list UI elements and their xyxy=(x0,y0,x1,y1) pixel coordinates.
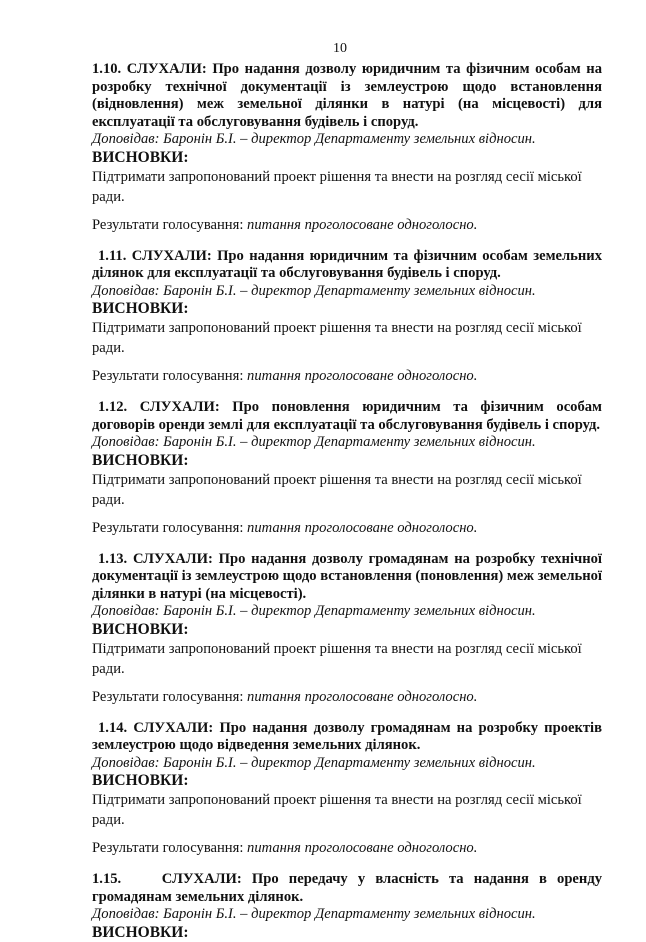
agenda-item-heading xyxy=(92,61,602,131)
item-subject: Про надання юридичним та фізичним особам земельних ділянок для експлуатації та обслуговування будівель і споруд. xyxy=(92,247,603,281)
item-subject: Про надання дозволу громадянам на розробку технічної документації із землеустрою щодо встановлення (поновлення) меж земельної ділянки в натурі (на місцевості). xyxy=(92,550,602,602)
protocol-content xyxy=(92,61,602,942)
vote-result: питання проголосоване одноголосно. xyxy=(247,840,478,856)
decision-text: Підтримати запропонований проект рішення та внести на розгляд сесії міської ради. xyxy=(92,471,582,508)
agenda-item-heading xyxy=(92,248,602,283)
decision-text: Підтримати запропонований проект рішення та внести на розгляд сесії міської ради. xyxy=(92,168,582,205)
vote-line xyxy=(92,215,602,235)
vote-line xyxy=(92,518,602,538)
reporter-line: Доповідав: Баронін Б.І. – директор Департаменту земельних відносин. xyxy=(92,754,536,771)
agenda-item-1-13 xyxy=(92,551,602,707)
item-number: 1.10. xyxy=(92,61,122,77)
reporter-line: Доповідав: Баронін Б.І. – директор Департаменту земельних відносин. xyxy=(92,131,536,147)
item-number: 1.14. xyxy=(98,719,128,736)
conclusions-label: ВИСНОВКИ: xyxy=(92,300,189,317)
heard-label: СЛУХАЛИ: xyxy=(133,719,214,736)
vote-label: Результати голосування: xyxy=(92,216,244,233)
reporter-line: Доповідав: Баронін Б.І. – директор Департаменту земельних відносин. xyxy=(92,282,536,299)
vote-result: питання проголосоване одноголосно. xyxy=(247,688,478,705)
item-number: 1.15. xyxy=(92,871,122,887)
conclusions-label: ВИСНОВКИ: xyxy=(92,451,189,469)
item-subject: Про надання дозволу громадянам на розробку проектів землеустрою щодо відведення земельних ділянок. xyxy=(92,719,602,753)
vote-line xyxy=(92,687,602,707)
agenda-item-heading xyxy=(92,399,602,434)
reporter-line: Доповідав: Баронін Б.І. – директор Департаменту земельних відносин. xyxy=(92,603,536,619)
decision-text: Підтримати запропонований проект рішення та внести на розгляд сесії міської ради. xyxy=(92,320,582,356)
conclusions-label: ВИСНОВКИ: xyxy=(92,923,189,941)
page-number: 10 xyxy=(333,41,347,56)
reporter-line: Доповідав: Баронін Б.І. – директор Департаменту земельних відносин. xyxy=(92,434,536,450)
agenda-item-heading xyxy=(92,720,602,755)
heard-label: СЛУХАЛИ: xyxy=(132,550,213,567)
vote-label: Результати голосування: xyxy=(92,519,244,536)
vote-label: Результати голосування: xyxy=(92,688,244,705)
heard-label: СЛУХАЛИ: xyxy=(131,247,212,264)
decision-text: Підтримати запропонований проект рішення та внести на розгляд сесії міської ради. xyxy=(92,640,582,677)
agenda-item-1-10 xyxy=(92,61,602,235)
heard-label: СЛУХАЛИ: xyxy=(126,61,207,77)
agenda-item-heading xyxy=(92,551,602,604)
heard-label: СЛУХАЛИ: xyxy=(161,871,242,887)
conclusions-label: ВИСНОВКИ: xyxy=(92,620,189,638)
vote-result: питання проголосоване одноголосно. xyxy=(247,519,478,536)
item-subject: Про передачу у власність та надання в оренду громадянам земельних ділянок. xyxy=(92,871,602,905)
agenda-item-1-11 xyxy=(92,248,602,387)
vote-label: Результати голосування: xyxy=(92,368,244,384)
vote-line xyxy=(92,366,602,386)
agenda-item-heading xyxy=(92,871,602,906)
vote-result: питання проголосоване одноголосно. xyxy=(247,368,478,384)
reporter-line: Доповідав: Баронін Б.І. – директор Департаменту земельних відносин. xyxy=(92,906,536,922)
vote-line xyxy=(92,838,602,858)
item-number: 1.13. xyxy=(98,550,128,567)
conclusions-label: ВИСНОВКИ: xyxy=(92,148,189,166)
item-number: 1.11. xyxy=(98,247,127,264)
item-subject: Про поновлення юридичним та фізичним особам договорів оренди землі для експлуатації та обслуговування будівель і споруд. xyxy=(92,399,602,433)
vote-result: питання проголосоване одноголосно. xyxy=(247,216,478,233)
item-subject: Про надання дозволу юридичним та фізичним особам на розробку технічної документації із землеустрою щодо встановлення (відновлення) меж земельної ділянки в натурі (на місцевості) для експлуатації та обслуговування будівель і споруд. xyxy=(92,61,603,130)
agenda-item-1-15 xyxy=(92,871,602,942)
agenda-item-1-12 xyxy=(92,399,602,538)
conclusions-label: ВИСНОВКИ: xyxy=(92,772,189,789)
item-number: 1.12. xyxy=(98,399,128,415)
agenda-item-1-14 xyxy=(92,720,602,859)
vote-label: Результати голосування: xyxy=(92,840,244,856)
heard-label: СЛУХАЛИ: xyxy=(139,399,220,415)
decision-text: Підтримати запропонований проект рішення та внести на розгляд сесії міської ради. xyxy=(92,792,582,828)
